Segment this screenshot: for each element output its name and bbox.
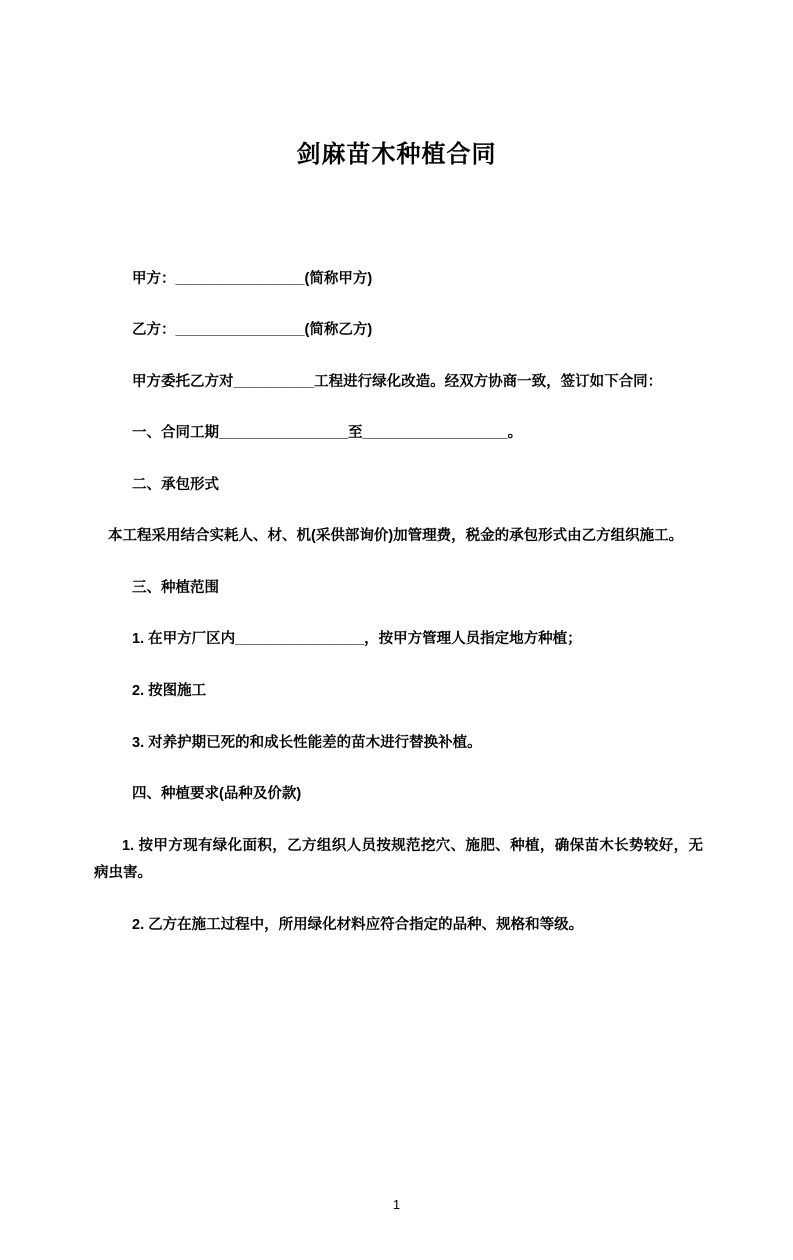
paragraph-party-a: 甲方：________________(简称甲方) — [132, 270, 373, 287]
paragraph-clause-2-heading: 二、承包形式 — [132, 476, 219, 493]
paragraph-clause-2-body: 本工程采用结合实耗人、材、机(采供部询价)加管理费，税金的承包形式由乙方组织施工。 — [108, 528, 684, 545]
paragraph-clause-4-item-2: 2. 乙方在施工过程中，所用绿化材料应符合指定的品种、规格和等级。 — [132, 916, 584, 933]
paragraph-clause-3-heading: 三、种植范围 — [132, 579, 219, 596]
document-page — [0, 138, 793, 1260]
paragraph-party-b: 乙方：________________(简称乙方) — [132, 322, 373, 339]
paragraph-clause-3-item-3: 3. 对养护期已死的和成长性能差的苗木进行替换补植。 — [132, 734, 482, 751]
paragraph-clause-3-item-1: 1. 在甲方厂区内________________，按甲方管理人员指定地方种植； — [132, 631, 582, 648]
paragraph-entrust: 甲方委托乙方对__________工程进行绿化改造。经双方协商一致，签订如下合同： — [132, 373, 663, 390]
document-body — [0, 266, 793, 940]
paragraph-clause-4-item-1: 1. 按甲方现有绿化面积，乙方组织人员按规范挖穴、施肥、种植，确保苗木长势较好，无病虫害。 — [94, 837, 703, 882]
paragraph-clause-4-heading: 四、种植要求(品种及价款) — [132, 786, 302, 803]
page-number: 1 — [392, 1197, 401, 1212]
paragraph-clause-1-heading: 一、合同工期________________至__________________。 — [132, 425, 523, 442]
page-title: 剑麻苗木种植合同 — [296, 141, 497, 168]
paragraph-clause-3-item-2: 2. 按图施工 — [132, 682, 207, 699]
